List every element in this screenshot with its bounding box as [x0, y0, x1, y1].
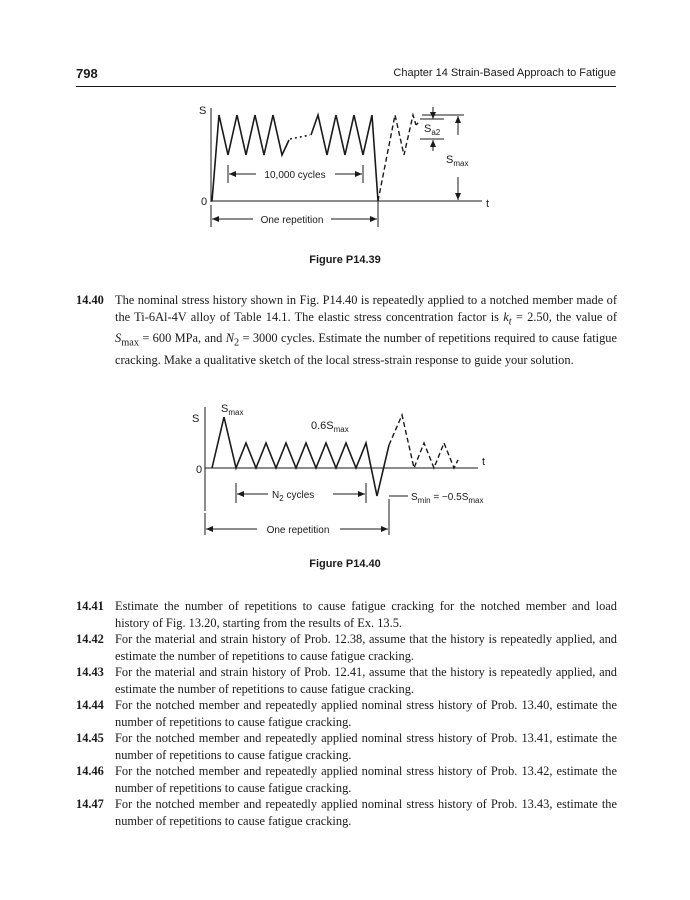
fig2-label-n2: $N_2$ cycles	[272, 490, 315, 503]
problem-text: The nominal stress history shown in Fig. P14.40 is repeatedly applied to a notched member made of the Ti-6Al-4V alloy of Table 14.1. The elastic stress concentration factor is $k_t = 2.50$, the value of $S_{max} = 600$ MPa, and $N_2 = 3000$ cycles. Estimate the number of repetitions required to cause fatigue cracking. Make a qualitative sketch of the local stress-strain response to guide your solution.	[115, 293, 617, 368]
problem-number: 14.45	[76, 731, 104, 745]
problem-text: For the notched member and repeatedly applied nominal stress history of Prob. 13.42, estimate the number of repetitions to cause fatigue cracking.	[115, 764, 617, 795]
problem-number: 14.42	[76, 632, 104, 646]
problem-text: For the notched member and repeatedly applied nominal stress history of Prob. 13.41, estimate the number of repetitions to cause fatigue cracking.	[115, 731, 617, 762]
problem-14-40	[76, 292, 617, 369]
problem-number: 14.43	[76, 665, 104, 679]
fig2-label-s: S	[192, 413, 200, 425]
fig1-history-repeat	[378, 115, 416, 201]
problem-number: 14.44	[76, 698, 104, 712]
fig1-history-line-2	[311, 115, 378, 201]
figure-caption-p14-39: Figure P14.39	[309, 254, 381, 266]
fig1-label-sa2: $S_{a2}$	[424, 123, 441, 137]
problem-number: 14.47	[76, 797, 104, 811]
fig1-history-dots	[290, 135, 310, 139]
problem-text: For the material and strain history of Prob. 12.41, assume that the history is repeatedly applied, and estimate the number of repetitions to cause fatigue cracking.	[115, 665, 617, 696]
problem-text: For the material and strain history of Prob. 12.38, assume that the history is repeatedly applied, and estimate the number of repetitions to cause fatigue cracking.	[115, 632, 617, 663]
problem-14-44	[76, 697, 617, 730]
fig2-label-t: t	[482, 456, 486, 468]
header-rule	[76, 86, 616, 87]
fig1-label-repetition: One repetition	[260, 215, 324, 226]
problem-number: 14.46	[76, 764, 104, 778]
figure-p14-40	[0, 395, 690, 555]
fig2-label-smin: $S_{min} = -0.5S_{max}$	[411, 492, 484, 505]
fig1-history-line	[212, 115, 289, 201]
running-head: Chapter 14 Strain-Based Approach to Fatigue	[393, 67, 616, 79]
problem-14-41	[76, 598, 617, 631]
problem-14-43	[76, 664, 617, 697]
fig2-label-06smax: $0.6S_{max}$	[311, 420, 349, 434]
problem-text: Estimate the number of repetitions to cause fatigue cracking for the notched member and load history of Fig. 13.20, starting from the results of Ex. 13.5.	[115, 599, 617, 630]
fig2-history-line	[212, 417, 389, 496]
problem-14-47	[76, 796, 617, 829]
page-header	[76, 66, 616, 86]
figure-caption-p14-40: Figure P14.40	[309, 558, 381, 570]
problem-number: 14.40	[76, 293, 104, 307]
problem-14-45	[76, 730, 617, 763]
fig1-label-s: S	[199, 105, 207, 117]
fig2-history-repeat	[389, 415, 458, 468]
problem-text: For the notched member and repeatedly applied nominal stress history of Prob. 13.43, estimate the number of repetitions to cause fatigue cracking.	[115, 797, 617, 828]
fig1-label-t: t	[486, 198, 490, 210]
page-number: 798	[76, 66, 98, 81]
problem-number: 14.41	[76, 599, 104, 613]
fig2-label-zero: 0	[196, 464, 203, 476]
fig2-label-repetition: One repetition	[266, 525, 330, 536]
problem-14-46	[76, 763, 617, 796]
fig1-label-zero: 0	[201, 196, 208, 208]
fig1-label-smax: $S_{max}$	[446, 154, 469, 168]
problem-14-42	[76, 631, 617, 664]
problem-text: For the notched member and repeatedly applied nominal stress history of Prob. 13.40, estimate the number of repetitions to cause fatigue cracking.	[115, 698, 617, 729]
fig2-label-smax: $S_{max}$	[221, 403, 244, 417]
fig1-label-cycles: 10,000 cycles	[264, 170, 326, 181]
